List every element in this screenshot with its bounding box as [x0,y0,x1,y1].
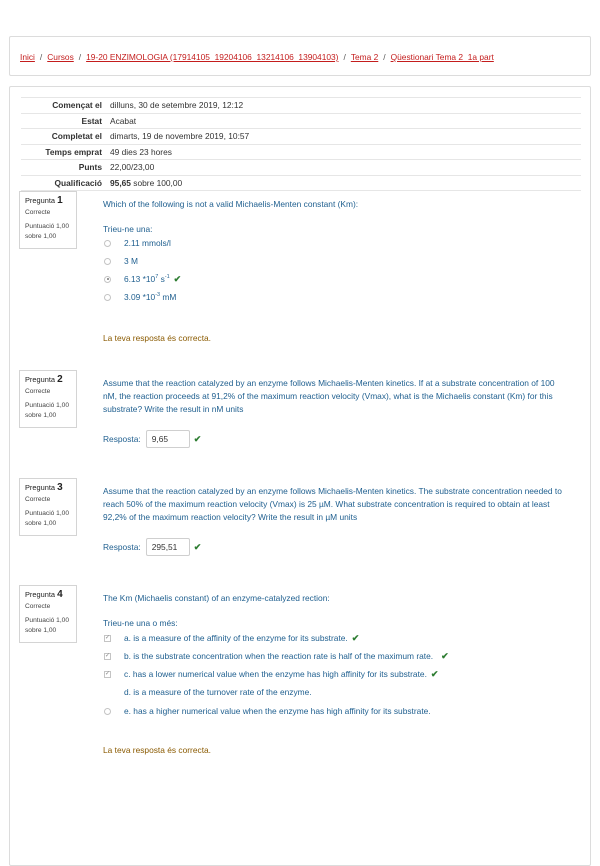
question-4-option-c[interactable]: ✓ c. has a lower numerical value when the enzyme has high affinity for its substrate. ✔ [105,668,439,679]
question-2-answer-input[interactable]: 9,65 [146,430,190,448]
question-1-feedback: La teva resposta és correcta. [103,333,211,343]
grade-value [110,175,581,191]
breadcrumb-home-link[interactable]: Inici [20,52,35,62]
question-1-text: Which of the following is not a valid Michaelis-Menten constant (Km): [103,199,359,209]
question-number: Pregunta 1 [25,195,63,206]
summary-label: Qualificació [21,175,110,191]
question-2-info [19,370,77,428]
question-3-answer-row [103,538,201,556]
summary-row [21,129,581,145]
question-2-text: Assume that the reaction catalyzed by an enzyme follows Michaelis-Menten kinetics. If at a substrate concentration of 100 nM, the reaction proceeds at 91,2% of the maximum reaction velocity (Vmax), what is the Michaelis constant (Km) for this substrate? Write the result in nM units [103,378,555,414]
summary-value: dilluns, 30 de setembre 2019, 12:12 [110,98,581,114]
grade-rest: sobre 100,00 [133,177,183,188]
question-4-prompt: Trieu-ne una o més: [103,618,178,628]
question-state: Correcte [25,496,51,503]
question-4-option-e[interactable]: e. has a higher numerical value when the enzyme has high affinity for its substrate. [104,705,431,717]
question-4-option-a[interactable]: ✓ a. is a measure of the affinity of the enzyme for its substrate. ✔ [105,632,360,643]
summary-row [21,144,581,160]
question-state: Correcte [25,603,51,610]
summary-row [21,160,581,176]
check-icon: ✔ [193,541,202,552]
summary-label: Estat [21,113,110,129]
question-state: Correcte [25,209,51,216]
question-3-info [19,478,77,536]
breadcrumb-card [9,36,591,76]
question-2-answer-row [103,430,201,448]
breadcrumb-course-link[interactable]: 19-20 ENZIMOLOGIA (17914105_19204106_13214106_13904103) [86,52,339,62]
summary-label: Temps emprat [21,144,110,160]
question-state: Correcte [25,388,51,395]
check-icon: ✔ [441,650,449,661]
checkbox[interactable] [104,708,111,715]
question-mark: Puntuació 1,00 sobre 1,00 [25,617,69,634]
summary-value: dimarts, 19 de novembre 2019, 10:57 [110,129,581,145]
summary-label: Completat el [21,129,110,145]
question-number: Pregunta 2 [25,374,63,385]
summary-row [21,113,581,129]
radio-button[interactable] [104,258,111,265]
radio-button-selected[interactable] [104,276,111,283]
checkbox-checked[interactable]: ✓ [105,652,111,659]
breadcrumb-courses-link[interactable]: Cursos [47,52,74,62]
question-1-option-2[interactable]: 3 M [104,255,138,267]
radio-button[interactable] [104,294,111,301]
question-3-answer-input[interactable]: 295,51 [146,538,190,556]
check-icon: ✔ [430,668,439,679]
question-4-text: The Km (Michaelis constant) of an enzyme-catalyzed rection: [103,593,330,603]
check-icon: ✔ [173,273,182,284]
question-4-option-b[interactable]: ✓ b. is the substrate concentration when the reaction rate is half of the maximum rate. ✔ [105,650,449,661]
summary-value: 22,00/23,00 [110,160,581,176]
summary-value: 49 dies 23 hores [110,144,581,160]
question-mark: Puntuació 1,00 sobre 1,00 [25,510,69,527]
question-1-option-1[interactable]: 2.11 mmols/l [104,237,171,249]
question-1-option-4[interactable]: 3.09 $*10^{-3}$ mM [104,291,176,303]
grade-bold: 95,65 [110,177,131,188]
answer-label: Resposta: [103,542,141,552]
check-icon: ✔ [351,632,360,643]
attempt-summary-table [21,97,581,191]
question-4-feedback: La teva resposta és correcta. [103,745,211,755]
radio-button[interactable] [104,240,111,247]
question-1-option-3[interactable]: 6.13 $*10^7$ $s^{-1}$ ✔ [104,273,181,285]
summary-value: Acabat [110,113,581,129]
checkbox[interactable] [104,689,111,696]
breadcrumb-separator: / [78,52,82,62]
breadcrumb-separator: / [343,52,346,62]
checkbox-checked[interactable]: ✓ [105,670,111,677]
question-3-text: Assume that the reaction catalyzed by an enzyme follows Michaelis-Menten kinetics. The substrate concentration needed to reach 50% of the maximum reaction velocity (Vmax) is 25 µM. What substrate concentration is required to obtain at least 92,2% of the maximum reaction velocity? Write the result in µM units [103,486,562,522]
checkbox-checked[interactable]: ✓ [105,634,111,641]
question-mark: Puntuació 1,00 sobre 1,00 [25,223,69,240]
breadcrumb-separator: / [39,52,43,62]
question-4-option-d[interactable]: d. is a measure of the turnover rate of the enzyme. [104,686,312,698]
breadcrumb-separator: / [383,52,386,62]
check-icon: ✔ [193,433,202,444]
answer-label: Resposta: [103,434,141,444]
question-1-info [19,191,77,249]
question-mark: Puntuació 1,00 sobre 1,00 [25,402,69,419]
question-number: Pregunta 4 [25,589,63,600]
breadcrumb-quiz-link[interactable]: Qüestionari Tema 2_1a part [390,52,494,62]
summary-label: Punts [21,160,110,176]
summary-row [21,175,581,191]
breadcrumb [20,52,494,62]
question-number: Pregunta 3 [25,482,63,493]
summary-label: Començat el [21,98,110,114]
breadcrumb-topic-link[interactable]: Tema 2 [350,52,379,62]
question-4-info [19,585,77,643]
summary-row [21,98,581,114]
question-1-prompt: Trieu-ne una: [103,224,153,234]
